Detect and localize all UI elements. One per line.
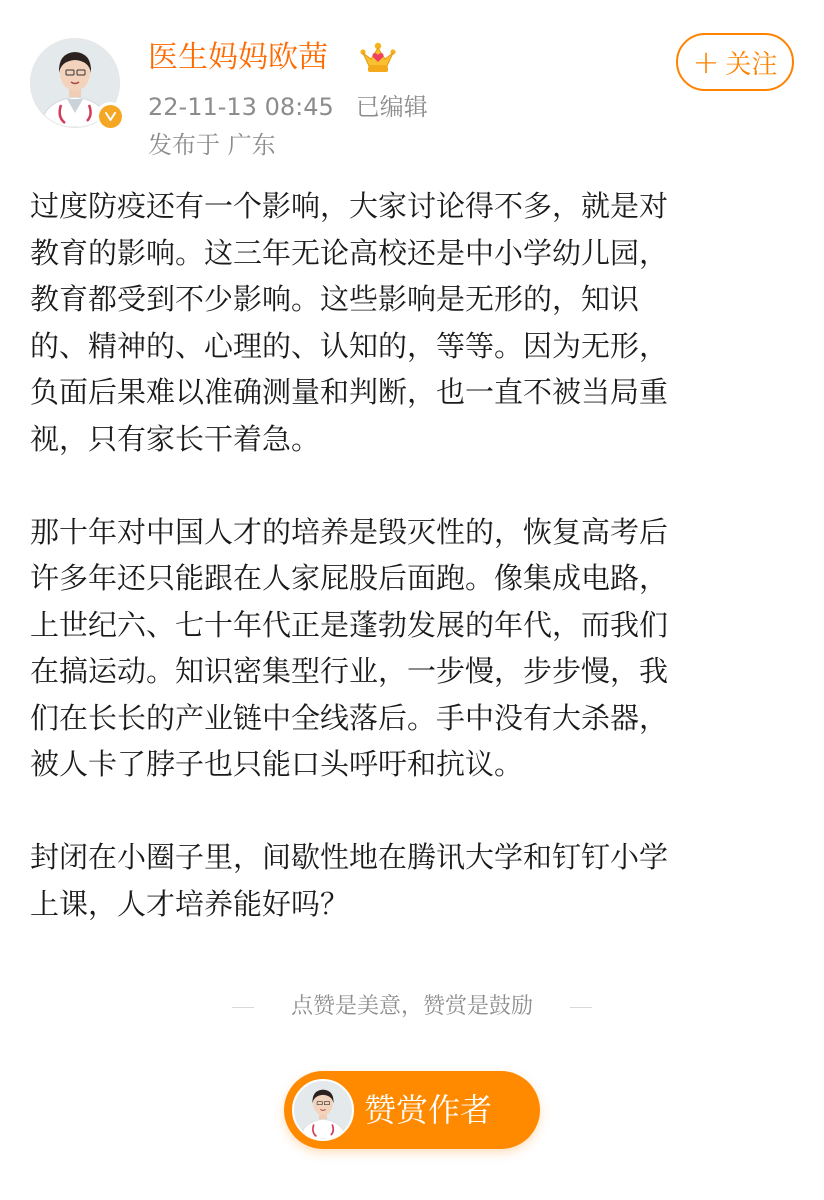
follow-button[interactable] (676, 33, 794, 91)
edited-label[interactable]: 已编辑 (355, 93, 428, 121)
post-line: 视，只有家长干着急。 (30, 421, 321, 456)
follow-label: 关注 (725, 49, 778, 80)
post-paragraph (30, 509, 794, 788)
post-line: 许多年还只能跟在人家屁股后面跑。像集成电路， (30, 561, 669, 595)
post-line: 过度防疫还有一个影响，大家讨论得不多，就是对 (30, 189, 669, 223)
reward-avatar (292, 1079, 354, 1141)
post-line: 的、精神的、心理的、认知的，等等。因为无形， (30, 328, 669, 363)
post-line: 上课，人才培养能好吗？ (30, 886, 350, 921)
post-body (30, 183, 794, 927)
author-avatar-container[interactable] (30, 38, 120, 128)
crown-icon[interactable] (358, 40, 398, 76)
post-paragraph (30, 183, 794, 462)
divider-left (232, 1007, 254, 1008)
reward-author-button[interactable] (284, 1071, 540, 1149)
verified-badge (96, 102, 124, 130)
post-meta (148, 90, 428, 124)
post-line: 教育的影响。这三年无论高校还是中小学幼儿园， (30, 235, 669, 270)
plus-icon: + (692, 43, 720, 81)
post-location: 发布于 广东 (148, 131, 276, 159)
post-line: 们在长长的产业链中全线落后。手中没有大杀器， (30, 700, 669, 735)
post-line: 上世纪六、七十年代正是蓬勃发展的年代，而我们 (30, 607, 669, 642)
post-line: 被人卡了脖子也只能口头呼吁和抗议。 (30, 747, 524, 781)
post-line: 封闭在小圈子里，间歇性地在腾讯大学和钉钉小学 (30, 840, 669, 874)
reward-button-label: 赞赏作者 (364, 1091, 493, 1129)
author-name[interactable]: 医生妈妈欧茜 (148, 40, 328, 75)
doctor-avatar-icon (294, 1081, 352, 1139)
verified-check-icon (103, 109, 118, 124)
reward-tip: 点赞是美意，赞赏是鼓励 (290, 994, 533, 1019)
post-line: 那十年对中国人才的培养是毁灭性的，恢复高考后 (30, 514, 669, 549)
post-line: 教育都受到不少影响。这些影响是无形的，知识 (30, 282, 640, 316)
divider-right (570, 1007, 592, 1008)
post-paragraph (30, 834, 794, 927)
post-line: 负面后果难以准确测量和判断，也一直不被当局重 (30, 375, 669, 409)
post-line: 在搞运动。知识密集型行业，一步慢，步步慢，我 (30, 654, 669, 688)
post-timestamp: 22-11-13 08:45 (148, 93, 334, 121)
